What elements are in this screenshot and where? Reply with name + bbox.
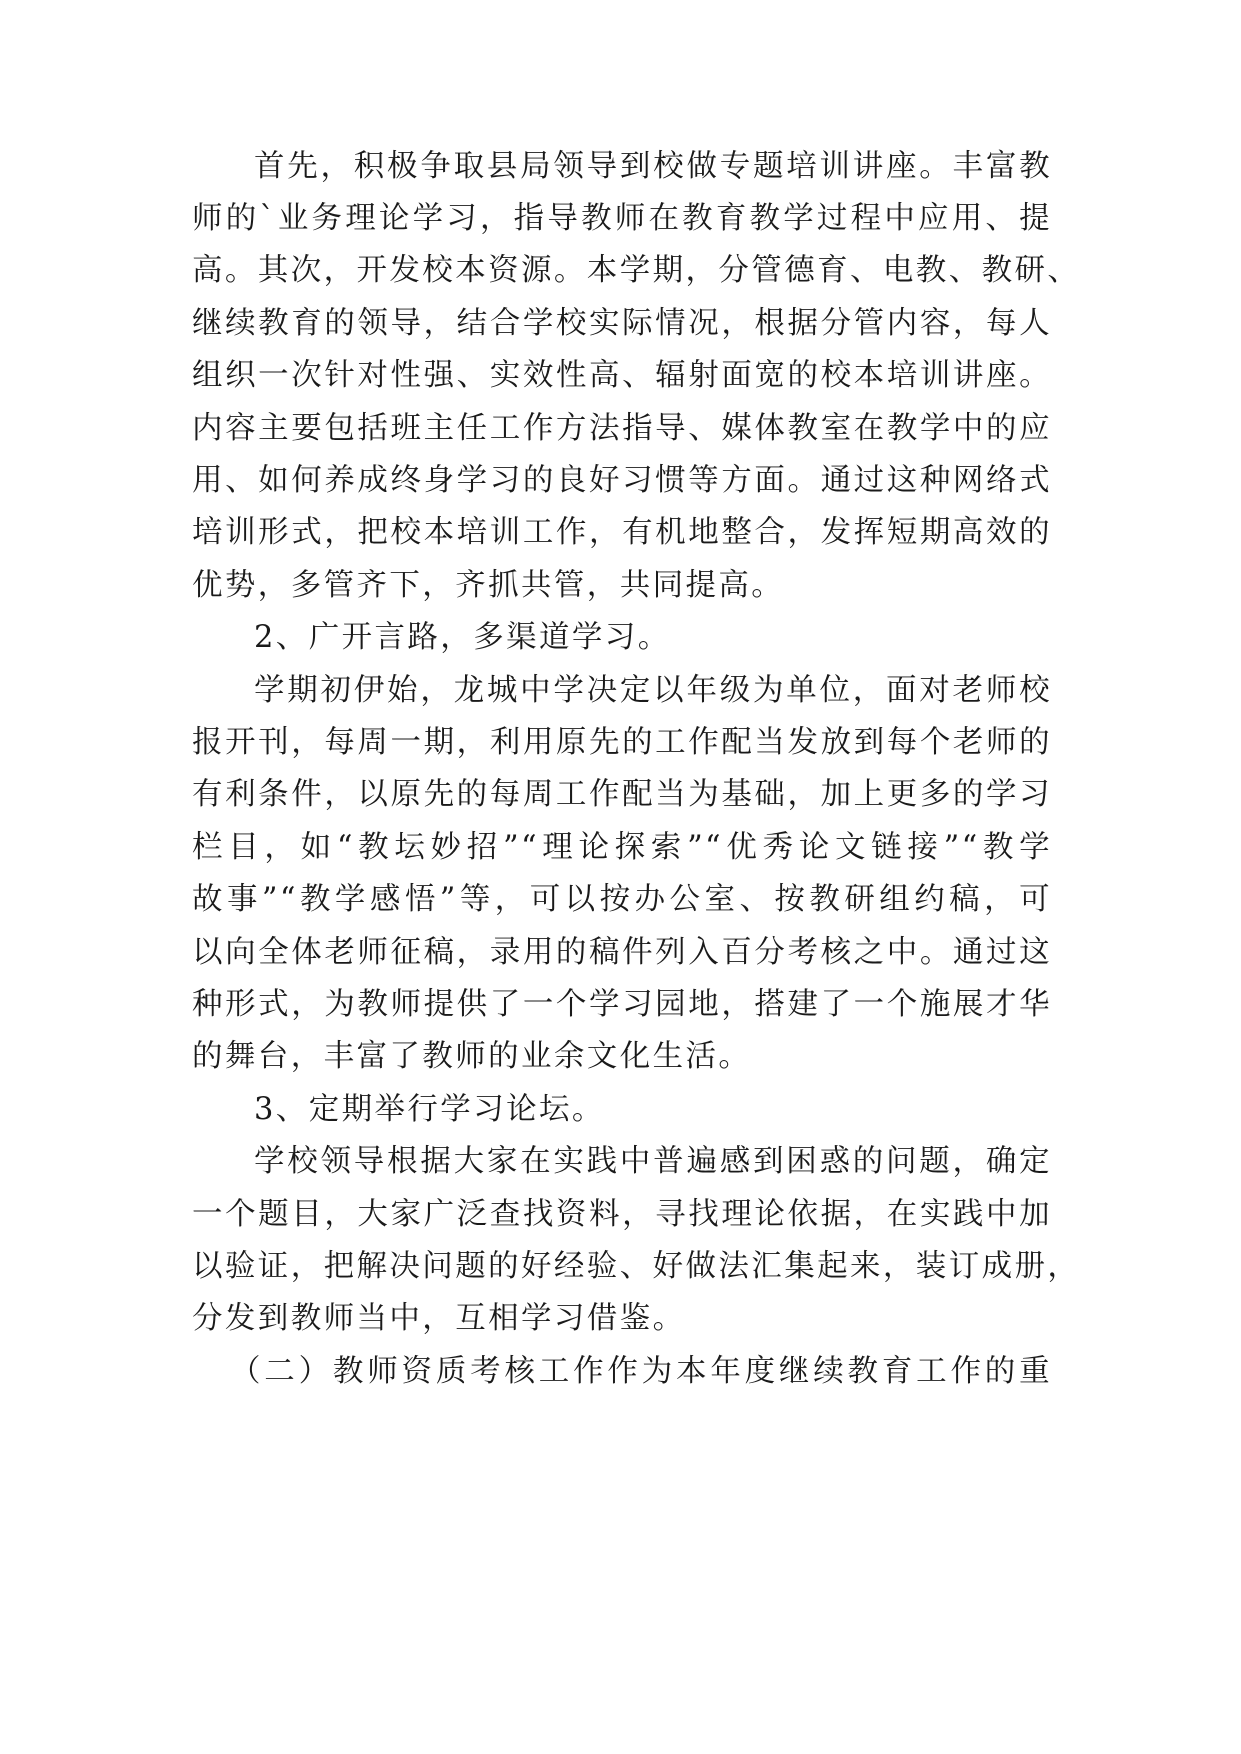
paragraph-line: 故事”“教学感悟”等，可以按办公室、按教研组约稿，可 bbox=[192, 882, 1052, 917]
paragraph-line: 培训形式，把校本培训工作，有机地整合，发挥短期高效的 bbox=[192, 515, 1052, 550]
paragraph-line: 继续教育的领导，结合学校实际情况，根据分管内容，每人 bbox=[192, 306, 1052, 341]
paragraph-line: 有利条件，以原先的每周工作配当为基础，加上更多的学习 bbox=[192, 777, 1052, 812]
paragraph-line: 报开刊，每周一期，利用原先的工作配当发放到每个老师的 bbox=[192, 725, 1052, 760]
paragraph-line: 以向全体老师征稿，录用的稿件列入百分考核之中。通过这 bbox=[192, 935, 1052, 970]
paragraph-line: 以验证，把解决问题的好经验、好做法汇集起来，装订成册， bbox=[192, 1249, 1081, 1284]
paragraph-line: 学校领导根据大家在实践中普遍感到困惑的问题，确定 bbox=[254, 1144, 1052, 1179]
paragraph-line: 用、如何养成终身学习的良好习惯等方面。通过这种网络式 bbox=[192, 463, 1052, 498]
paragraph-line: 优势，多管齐下，齐抓共管，共同提高。 bbox=[192, 568, 785, 603]
paragraph-line: 的舞台，丰富了教师的业余文化生活。 bbox=[192, 1039, 752, 1074]
section-heading: 2、广开言路，多渠道学习。 bbox=[254, 620, 671, 655]
paragraph-line: 种形式，为教师提供了一个学习园地，搭建了一个施展才华 bbox=[192, 987, 1052, 1022]
paragraph-line: 学期初伊始，龙城中学决定以年级为单位，面对老师校 bbox=[254, 673, 1052, 708]
paragraph-line: 师的`业务理论学习，指导教师在教育教学过程中应用、提 bbox=[192, 201, 1052, 236]
section-heading: 3、定期举行学习论坛。 bbox=[254, 1092, 605, 1127]
paragraph-line: 栏目，如“教坛妙招”“理论探索”“优秀论文链接”“教学 bbox=[192, 830, 1052, 865]
paragraph-line: 组织一次针对性强、实效性高、辐射面宽的校本培训讲座。 bbox=[192, 358, 1052, 393]
paragraph-line: 首先，积极争取县局领导到校做专题培训讲座。丰富教 bbox=[254, 149, 1052, 184]
section-heading: （二）教师资质考核工作作为本年度继续教育工作的重 bbox=[230, 1354, 1052, 1389]
paragraph-line: 高。其次，开发校本资源。本学期，分管德育、电教、教研、 bbox=[192, 253, 1081, 288]
paragraph-line: 内容主要包括班主任工作方法指导、媒体教室在教学中的应 bbox=[192, 411, 1052, 446]
paragraph-line: 一个题目，大家广泛查找资料，寻找理论依据，在实践中加 bbox=[192, 1197, 1052, 1232]
paragraph-line: 分发到教师当中，互相学习借鉴。 bbox=[192, 1301, 686, 1336]
